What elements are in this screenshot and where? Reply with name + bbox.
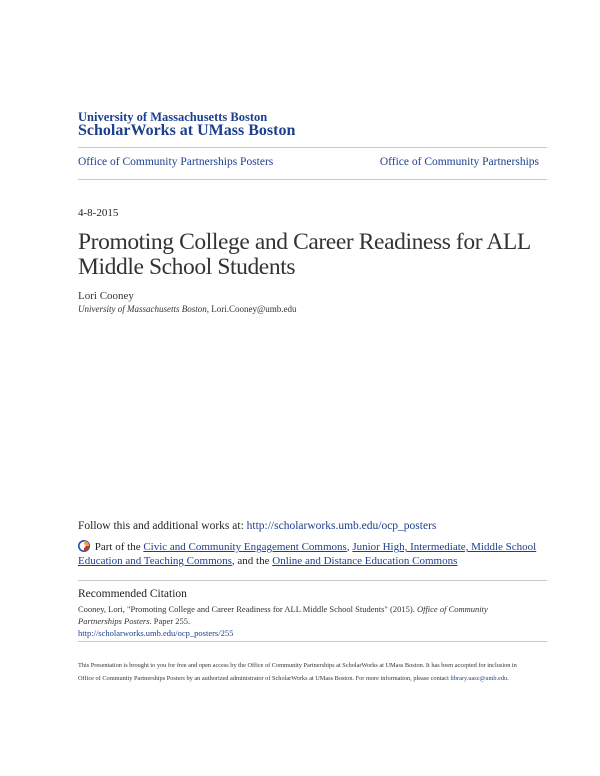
- part-of-sep-1: ,: [346, 541, 353, 553]
- commons-link-online-education[interactable]: Online and Distance Education Commons: [272, 555, 458, 567]
- department-link[interactable]: Office of Community Partnerships: [379, 156, 539, 168]
- repository-name[interactable]: ScholarWorks at UMass Boston: [78, 122, 296, 139]
- commons-network-icon: [78, 540, 90, 552]
- part-of-line: [78, 540, 538, 568]
- follow-label: Follow this and additional works at:: [78, 520, 247, 532]
- citation-series: Office of Community Partnerships Posters: [78, 604, 488, 626]
- citation-paper: . Paper 255.: [149, 616, 191, 626]
- contact-email-link[interactable]: library.uasc@umb.edu: [450, 674, 508, 682]
- part-of-sep-2: , and the: [231, 555, 273, 567]
- commons-link-middle-school[interactable]: Junior High, Intermediate, Middle School Education and Teaching Commons: [78, 541, 537, 567]
- author-affiliation: University of Massachusetts Boston: [78, 304, 207, 314]
- publication-date: 4-8-2015: [78, 207, 119, 219]
- university-name: University of Massachusetts Boston: [78, 110, 268, 124]
- author-email: Lori.Cooney@umb.edu: [211, 304, 297, 314]
- footer-divider: [78, 641, 547, 642]
- footer-notice: [78, 660, 523, 685]
- follow-url-link[interactable]: http://scholarworks.umb.edu/ocp_posters: [246, 520, 437, 532]
- document-title: Promoting College and Career Readiness for ALL Middle School Students: [78, 229, 530, 280]
- recommended-citation-label: Recommended Citation: [78, 588, 187, 600]
- commons-link-civic[interactable]: Civic and Community Engagement Commons: [143, 541, 347, 553]
- series-link[interactable]: Office of Community Partnerships Posters: [78, 156, 274, 168]
- part-of-prefix: Part of the: [92, 541, 144, 553]
- follow-line: [78, 520, 436, 532]
- footer-text: This Presentation is brought to you for free and open access by the Office of Community Partnerships at ScholarWorks at UMass Boston. It has been accepted for inclusion in Office of Community Partnerships Posters by an authorized administrator of ScholarWorks at UMass Boston. For more information, please contact: [78, 662, 517, 682]
- author-affiliation-line: [78, 304, 297, 314]
- affiliation-separator: ,: [206, 304, 212, 314]
- series-divider: [78, 179, 547, 180]
- footer-end: .: [507, 674, 509, 682]
- citation-block: [78, 603, 533, 639]
- citation-text: Cooney, Lori, "Promoting College and Career Readiness for ALL Middle School Students" (2015).: [78, 604, 417, 614]
- author-name: Lori Cooney: [78, 290, 134, 302]
- citation-url-link[interactable]: http://scholarworks.umb.edu/ocp_posters/255: [78, 628, 234, 638]
- top-divider: [78, 147, 547, 148]
- citation-divider: [78, 580, 547, 581]
